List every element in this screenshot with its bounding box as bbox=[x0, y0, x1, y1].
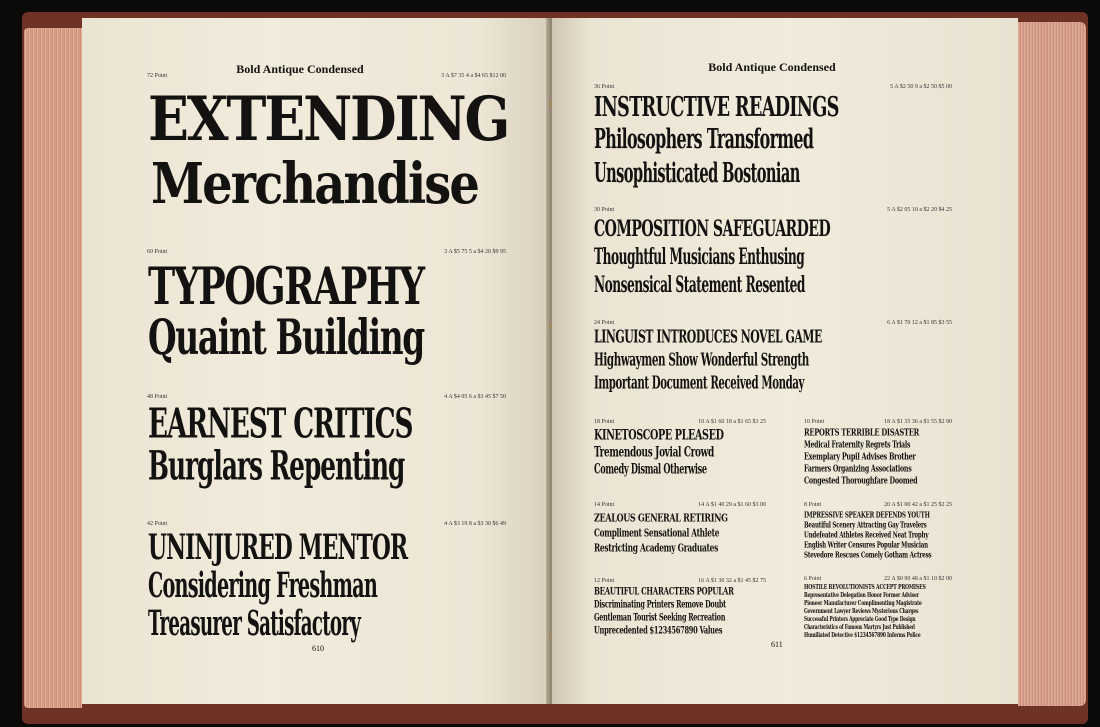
specimen-line: IMPRESSIVE SPEAKER DEFENDS YOUTH bbox=[804, 509, 930, 520]
specimen-line: REPORTS TERRIBLE DISASTER bbox=[804, 427, 919, 439]
specimen-line: Gentleman Tourist Seeking Recreation bbox=[594, 611, 726, 624]
page-edges-right bbox=[1018, 22, 1086, 706]
specimen-line: LINGUIST INTRODUCES NOVEL GAME bbox=[594, 326, 822, 348]
specimen-line: EARNEST CRITICS bbox=[148, 398, 413, 448]
specimen-price: 16 A $1 30 32 a $1 45 $2 75 bbox=[698, 578, 766, 584]
specimen-price: 20 A $1 00 42 a $1 25 $2 25 bbox=[884, 502, 952, 508]
specimen-price: 10 A $1 60 18 a $1 65 $3 25 bbox=[698, 419, 766, 425]
specimen-line: Farmers Organizing Associations bbox=[804, 463, 912, 475]
specimen-line: Exemplary Pupil Advises Brother bbox=[804, 451, 916, 463]
specimen-line: Characteristics of Famous Martyrs Just Published bbox=[804, 623, 915, 632]
right-page-header: Bold Antique Condensed bbox=[708, 60, 836, 74]
specimen-line: COMPOSITION SAFEGUARDED bbox=[594, 214, 831, 242]
specimen-line: Unprecedented $1234567890 Values bbox=[594, 624, 723, 637]
specimen-size-label: 42 Point bbox=[147, 521, 168, 527]
specimen-line: KINETOSCOPE PLEASED bbox=[594, 427, 724, 444]
specimen-line: Government Lawyer Reviews Mysterious Charges bbox=[804, 607, 919, 616]
right-page bbox=[552, 18, 1018, 704]
specimen-line: UNINJURED MENTOR bbox=[148, 526, 408, 568]
specimen-size-label: 6 Point bbox=[804, 576, 822, 582]
specimen-price: 5 A $2 50 9 a $2 50 $5 00 bbox=[890, 84, 952, 90]
specimen-line: Stevedore Rescues Comely Gotham Actress bbox=[804, 549, 932, 560]
specimen-line: Restricting Academy Graduates bbox=[594, 540, 719, 555]
specimen-price: 3 A $5 75 5 a $4 20 $9 95 bbox=[444, 249, 506, 255]
specimen-line: INSTRUCTIVE READINGS bbox=[594, 91, 839, 124]
specimen-line: Beautiful Scenery Attracting Gay Travelers bbox=[804, 519, 927, 530]
specimen-line: HOSTILE REVOLUTIONISTS ACCEPT PROMISES bbox=[804, 583, 926, 592]
left-page-header: Bold Antique Condensed bbox=[236, 62, 364, 76]
specimen-size-label: 14 Point bbox=[594, 502, 615, 508]
specimen-line: Pioneer Manufacturer Complimenting Magistrate bbox=[804, 599, 922, 608]
specimen-size-label: 30 Point bbox=[594, 207, 615, 213]
specimen-size-label: 60 Point bbox=[147, 249, 168, 255]
specimen-line: English Writer Censures Popular Musician bbox=[804, 539, 928, 550]
specimen-line: Tremendous Jovial Crowd bbox=[594, 444, 714, 461]
specimen-line: Successful Printers Appreciate Good Type Design bbox=[804, 615, 916, 624]
specimen-price: 3 A $7 35 4 a $4 65 $12 00 bbox=[441, 73, 506, 79]
specimen-line: Important Document Received Monday bbox=[594, 372, 805, 394]
specimen-size-label: 48 Point bbox=[147, 394, 168, 400]
specimen-price: 5 A $2 05 10 a $2 20 $4 25 bbox=[887, 207, 952, 213]
specimen-line: Humiliated Detective $1234567890 Informs Police bbox=[804, 631, 921, 640]
specimen-price: 22 A $0 90 48 a $1 10 $2 00 bbox=[884, 576, 952, 582]
specimen-size-label: 72 Point bbox=[147, 73, 168, 79]
specimen-line: Congested Thoroughfare Doomed bbox=[804, 475, 918, 487]
left-page bbox=[82, 18, 550, 704]
specimen-size-label: 24 Point bbox=[594, 320, 615, 326]
specimen-size-label: 8 Point bbox=[804, 502, 822, 508]
specimen-line: TYPOGRAPHY bbox=[148, 256, 424, 318]
specimen-line: Considering Freshman bbox=[148, 564, 378, 606]
page-number: 611 bbox=[771, 640, 783, 649]
specimen-line: Medical Fraternity Regrets Trials bbox=[804, 439, 911, 451]
specimen-line: Philosophers Transformed bbox=[594, 123, 814, 156]
specimen-line: Unsophisticated Bostonian bbox=[594, 157, 800, 190]
specimen-size-label: 12 Point bbox=[594, 578, 615, 584]
specimen-line: Quaint Building bbox=[148, 308, 424, 366]
specimen-line: Discriminating Printers Remove Doubt bbox=[594, 598, 726, 611]
specimen-price: 4 A $4 05 6 a $3 45 $7 50 bbox=[444, 394, 506, 400]
specimen-line: Merchandise bbox=[151, 151, 478, 218]
page-edges-left bbox=[24, 28, 82, 708]
specimen-price: 4 A $3 19 8 a $3 30 $6 49 bbox=[444, 521, 506, 527]
specimen-line: Highwaymen Show Wonderful Strength bbox=[594, 349, 809, 371]
specimen-line: Compliment Sensational Athlete bbox=[594, 525, 720, 540]
specimen-line: Nonsensical Statement Resented bbox=[594, 270, 805, 298]
page-number: 610 bbox=[312, 644, 324, 653]
specimen-price: 14 A $1 40 29 a $1 60 $3 00 bbox=[698, 502, 766, 508]
specimen-price: 18 A $1 35 36 a $1 55 $2 90 bbox=[884, 419, 952, 425]
specimen-line: Comedy Dismal Otherwise bbox=[594, 461, 707, 478]
specimen-line: Undefeated Athletes Received Neat Trophy bbox=[804, 529, 929, 540]
specimen-line: Treasurer Satisfactory bbox=[148, 602, 361, 644]
specimen-line: EXTENDING bbox=[148, 83, 509, 155]
specimen-size-label: 18 Point bbox=[594, 419, 615, 425]
specimen-size-label: 36 Point bbox=[594, 84, 615, 90]
specimen-line: Thoughtful Musicians Enthusing bbox=[594, 242, 805, 270]
specimen-line: ZEALOUS GENERAL RETIRING bbox=[594, 510, 728, 525]
specimen-line: Burglars Repenting bbox=[148, 441, 405, 490]
specimen-price: 6 A $1 70 12 a $1 85 $3 55 bbox=[887, 320, 952, 326]
specimen-line: BEAUTIFUL CHARACTERS POPULAR bbox=[594, 585, 734, 598]
specimen-line: Representative Delegation Honor Former Adviser bbox=[804, 591, 919, 600]
specimen-size-label: 10 Point bbox=[804, 419, 825, 425]
